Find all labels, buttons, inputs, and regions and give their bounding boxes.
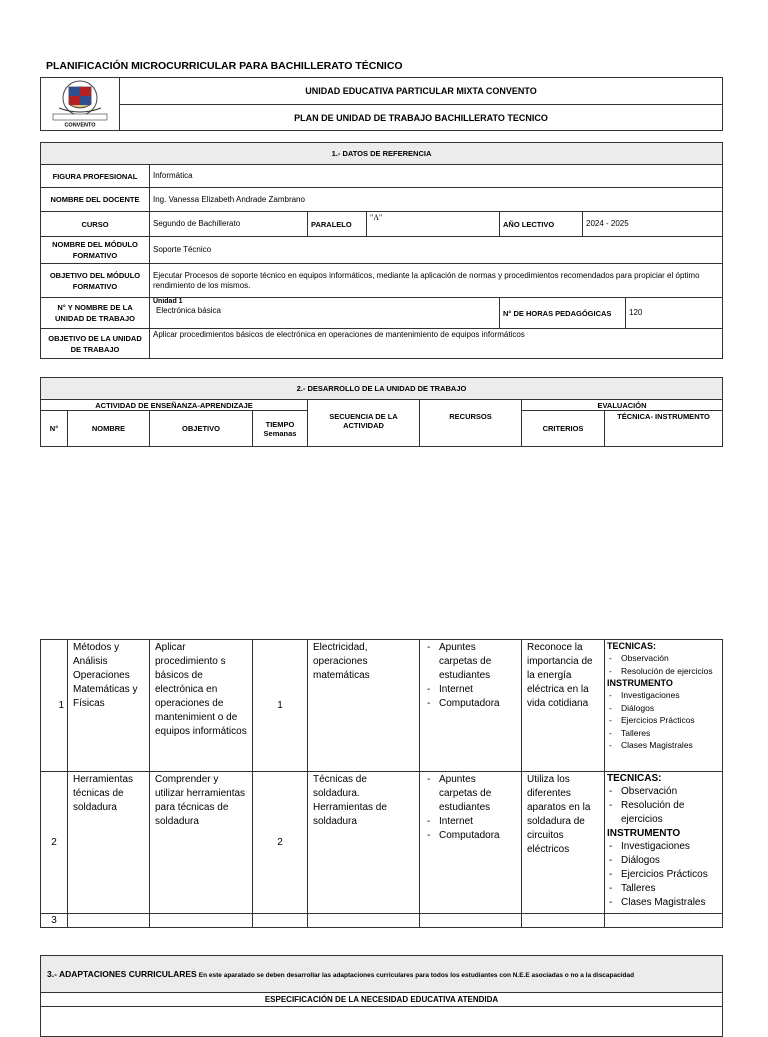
instrumento-label: INSTRUMENTO [607,678,673,688]
paralelo-value: "A" [367,212,500,237]
adaptations-table [40,955,723,1037]
list-item: - Apuntes carpetas de estudiantes [425,641,516,683]
logo-cell [41,78,120,131]
row-recursos [420,640,522,772]
docente-label: NOMBRE DEL DOCENTE [41,188,150,212]
row-tiempo: 2 [253,772,308,914]
docente-value: Ing. Vanessa Elizabeth Andrade Zambrano [150,188,723,212]
curso-value: Segundo de Bachillerato [150,212,308,237]
row-nombre: Herramientas técnicas de soldadura [68,772,150,914]
tecnicas-label: TECNICAS: [607,773,662,784]
list-item: - Investigaciones [607,689,720,702]
unidad-number: Unidad 1 [153,298,183,305]
objetivo-modulo-label: OBJETIVO DEL MÓDULO FORMATIVO [41,264,150,298]
plan-title: PLAN DE UNIDAD DE TRABAJO BACHILLERATO TECNICO [120,105,723,131]
row-criterios: Reconoce la importancia de la energía eléctrica en la vida cotidiana [522,640,605,772]
table-row [41,772,723,914]
table-row [41,914,723,928]
row-tecnica [605,772,723,914]
row-criterios: Utiliza los diferentes aparatos en la soldadura de circuitos eléctricos [522,772,605,914]
objetivo-unidad-label: OBJETIVO DE LA UNIDAD DE TRABAJO [41,329,150,359]
list-item: - Internet [425,683,516,697]
modulo-value: Soporte Técnico [150,237,723,264]
tecnicas-label: TECNICAS: [607,641,656,651]
row-secuencia: Técnicas de soldadura. Herramientas de soldadura [308,772,420,914]
row-n: 2 [41,772,68,914]
row-objetivo: Aplicar procedimiento s básicos de electrónica en operaciones de mantenimient o de equipos informáticos [150,640,253,772]
list-item: - Computadora [425,697,516,711]
list-item: - Computadora [425,829,516,843]
table-row [41,640,723,772]
col-tiempo-header: TIEMPO Semanas [253,411,308,447]
list-item: - Observación [607,785,720,799]
list-item: - Ejercicios Prácticos [607,868,720,882]
adaptations-description: En este aparatado se deben desarrollar las adaptaciones curriculares para todos los estudiantes con N.E.E asociadas o no a la discapacidad [198,972,635,979]
adaptations-header [41,956,723,993]
figura-value: Informática [150,165,723,188]
list-item: - Investigaciones [607,840,720,854]
list-item: - Talleres [607,727,720,740]
col-criterios-header: CRITERIOS [522,411,605,447]
adaptations-title: 3.- ADAPTACIONES CURRICULARES [47,969,197,979]
row-recursos [420,772,522,914]
list-item: - Internet [425,815,516,829]
list-item: - Diálogos [607,854,720,868]
anio-label: AÑO LECTIVO [500,212,583,237]
unidad-label: N° Y NOMBRE DE LA UNIDAD DE TRABAJO [41,298,150,329]
reference-section-title: 1.- DATOS DE REFERENCIA [41,143,723,165]
evaluation-group-header: EVALUACIÓN [522,400,723,411]
horas-label: N° DE HORAS PEDAGÓGICAS [500,298,626,329]
row-secuencia: Electricidad, operaciones matemáticas [308,640,420,772]
development-rows-table [40,639,723,928]
paralelo-label: PARALELO [308,212,367,237]
list-item: - Observación [607,652,720,665]
development-header-table [40,377,723,447]
row-tiempo: 1 [253,640,308,772]
activity-group-header: ACTIVIDAD DE ENSEÑANZA-APRENDIZAJE [41,400,308,411]
anio-value: 2024 - 2025 [583,212,723,237]
objetivo-unidad-value: Aplicar procedimientos básicos de electrónica en operaciones de mantenimiento de equipos informáticos [150,329,723,359]
list-item: - Diálogos [607,702,720,715]
list-item: - Apuntes carpetas de estudiantes [425,773,516,815]
col-nombre-header: NOMBRE [68,411,150,447]
col-secuencia-header: SECUENCIA DE LA ACTIVIDAD [308,411,420,447]
row-nombre: Métodos y Análisis Operaciones Matemáticas y Físicas [68,640,150,772]
col-tecnica-header: TÉCNICA- INSTRUMENTO [605,411,723,447]
list-item: - Talleres [607,882,720,896]
adaptations-subtitle: ESPECIFICACIÓN DE LA NECESIDAD EDUCATIVA ATENDIDA [41,993,723,1007]
unidad-name: Electrónica básica [156,306,221,315]
row-objetivo: Comprender y utilizar herramientas para técnicas de soldadura [150,772,253,914]
unidad-value-cell [150,298,500,329]
row-n: 3 [41,914,68,928]
col-recursos-header: RECURSOS [420,411,522,447]
col-objetivo-header: OBJETIVO [150,411,253,447]
header-table [40,77,723,131]
adaptations-body [41,1007,723,1037]
list-item: - Resolución de ejercicios [607,799,720,827]
modulo-label: NOMBRE DEL MÓDULO FORMATIVO [41,237,150,264]
curso-label: CURSO [41,212,150,237]
row-n: 1 [41,640,68,772]
reference-table [40,142,723,359]
col-n-header: N° [41,411,68,447]
logo-text: CONVENTO [64,122,96,128]
list-item: - Resolución de ejercicios [607,665,720,678]
document-title: PLANIFICACIÓN MICROCURRICULAR PARA BACHILLERATO TÉCNICO [46,60,403,72]
instrumento-label: INSTRUMENTO [607,828,681,839]
school-logo-icon [45,78,115,128]
school-name: UNIDAD EDUCATIVA PARTICULAR MIXTA CONVENTO [120,78,723,105]
figura-label: FIGURA PROFESIONAL [41,165,150,188]
objetivo-modulo-value: Ejecutar Procesos de soporte técnico en equipos informáticos, mediante la aplicación de normas y procedimientos recomendados para propiciar el óptimo rendimiento de los mismos. [150,264,723,298]
list-item: - Clases Magistrales [607,739,720,752]
list-item: - Ejercicios Prácticos [607,714,720,727]
development-section-title: 2.- DESARROLLO DE LA UNIDAD DE TRABAJO [41,378,723,400]
horas-value: 120 [626,298,723,329]
list-item: - Clases Magistrales [607,896,720,910]
row-tecnica [605,640,723,772]
